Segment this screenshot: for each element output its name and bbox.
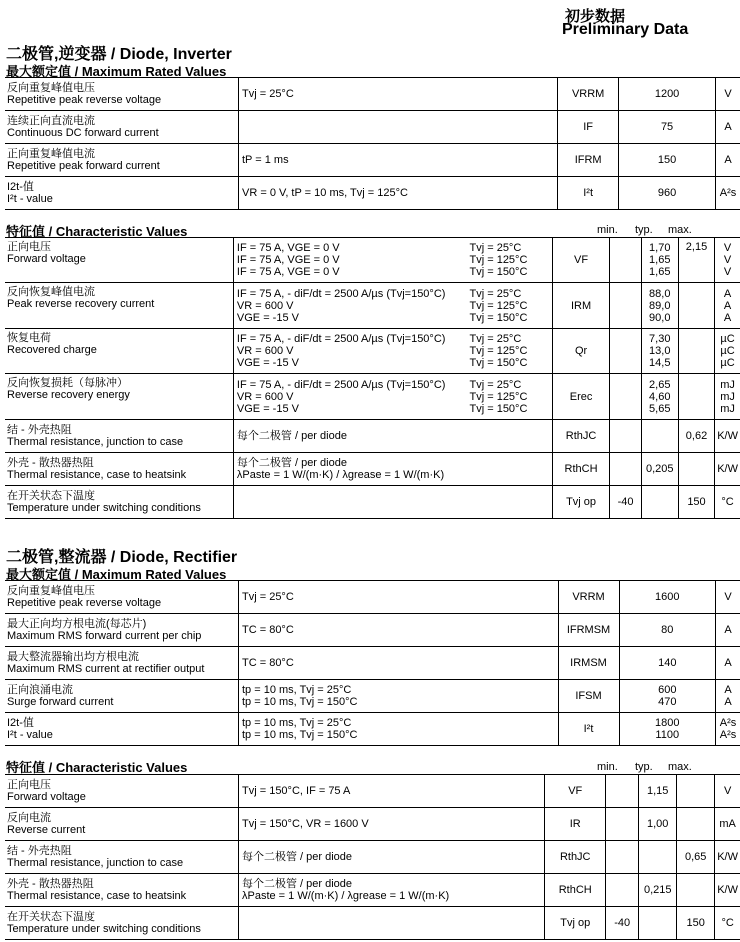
unit: mA <box>715 808 740 841</box>
param-cn: 在开关状态下温度 <box>7 490 95 502</box>
min-value <box>610 374 641 420</box>
col-max-label: max. <box>668 224 692 236</box>
condition: tP = 1 ms <box>239 144 558 177</box>
table-row <box>5 283 740 329</box>
typ-value: 13,0 <box>649 345 671 357</box>
typ-value: 90,0 <box>649 311 671 324</box>
table-row <box>5 329 740 374</box>
param-en: Forward voltage <box>7 791 86 803</box>
rectifier-max-title: 最大额定值 / Maximum Rated Values <box>6 567 227 582</box>
unit: A²s <box>716 177 740 210</box>
param-en: Thermal resistance, case to heatsink <box>7 469 187 481</box>
param-cn: 连续正向直流电流 <box>7 115 95 127</box>
param-cn: 外壳 - 散热器热阻 <box>7 878 94 890</box>
typ-value <box>639 841 677 874</box>
condition: λPaste = 1 W/(m·K) / λgrease = 1 W/(m·K) <box>242 890 450 902</box>
min-value <box>610 453 641 486</box>
typ-value: 1,15 <box>639 775 677 808</box>
condition: VGE = -15 V <box>236 311 299 324</box>
param-en: Thermal resistance, junction to case <box>7 436 184 448</box>
typ-value: 4,60 <box>649 390 671 403</box>
min-value <box>606 841 639 874</box>
param-cn: 反向恢复峰值电流 <box>7 286 95 298</box>
typ-value: 5,65 <box>649 402 671 415</box>
condition: Tvj = 25°C <box>239 78 558 111</box>
table-row <box>5 177 740 210</box>
table-row <box>5 486 740 519</box>
condition: 每个二极管 / per diode <box>242 878 353 890</box>
typ-value: 7,30 <box>649 333 671 345</box>
preliminary-data-cn: 初步数据 <box>565 8 626 25</box>
unit: µC <box>720 357 735 369</box>
condition: VR = 0 V, tP = 10 ms, Tvj = 125°C <box>239 177 558 210</box>
param-en: Thermal resistance, case to heatsink <box>7 890 187 902</box>
unit: A <box>716 144 740 177</box>
param-cn: 最大正向均方根电流(每芯片) <box>7 618 147 630</box>
unit: A <box>723 287 732 300</box>
param-en: Thermal resistance, junction to case <box>7 857 184 869</box>
value: 75 <box>619 111 716 144</box>
condition: Tvj = 150°C, IF = 75 A <box>242 785 351 797</box>
table-row <box>5 374 740 420</box>
param-cn: 反向重复峰值电压 <box>7 82 95 94</box>
inverter-max-title: 最大额定值 / Maximum Rated Values <box>6 64 227 79</box>
condition: Tvj = 25°C <box>242 591 294 603</box>
unit: V <box>716 78 740 111</box>
unit: mJ <box>720 390 735 403</box>
min-value <box>610 238 641 283</box>
preliminary-data-en: Preliminary Data <box>562 21 689 38</box>
inverter-char-title: 特征值 / Characteristic Values <box>6 224 188 239</box>
temp-condition: Tvj = 150°C <box>469 402 528 415</box>
max-value <box>677 808 715 841</box>
unit: V <box>723 266 732 278</box>
value: 1200 <box>619 78 716 111</box>
min-value <box>610 329 641 374</box>
param-cn: I2t-值 <box>7 181 34 193</box>
typ-value: 1,00 <box>639 808 677 841</box>
typ-value: 14,5 <box>649 357 671 369</box>
unit: K/W <box>715 874 740 907</box>
rectifier-char-table <box>5 774 740 940</box>
condition: λPaste = 1 W/(m·K) / λgrease = 1 W/(m·K) <box>236 469 445 481</box>
symbol: IFRMSM <box>558 614 619 647</box>
condition: IF = 75 A, VGE = 0 V <box>236 254 340 266</box>
symbol: I²t <box>558 713 619 746</box>
table-row <box>5 238 740 283</box>
condition: VGE = -15 V <box>236 357 299 369</box>
temp-condition: Tvj = 25°C <box>469 242 522 254</box>
symbol: RthCH <box>545 874 606 907</box>
max-value: 2,15 <box>678 238 714 283</box>
symbol: Erec <box>552 374 610 420</box>
symbol: RthCH <box>552 453 610 486</box>
min-value <box>610 283 641 329</box>
condition: VGE = -15 V <box>236 402 299 415</box>
typ-value <box>641 486 678 519</box>
col-min-label: min. <box>597 224 618 236</box>
symbol: VRRM <box>558 581 619 614</box>
unit: µC <box>720 345 735 357</box>
unit: V <box>723 242 732 254</box>
min-value: -40 <box>610 486 641 519</box>
typ-value: 2,65 <box>649 378 671 391</box>
col-typ-label: typ. <box>635 761 653 773</box>
unit: A <box>723 311 732 324</box>
temp-condition: Tvj = 150°C <box>469 266 528 278</box>
param-en: Repetitive peak forward current <box>7 160 160 172</box>
rectifier-max-table <box>5 580 740 746</box>
min-value <box>610 420 641 453</box>
unit: A <box>724 684 732 696</box>
param-cn: 恢复电荷 <box>7 332 51 344</box>
max-value <box>678 374 714 420</box>
table-row <box>5 144 740 177</box>
max-value <box>678 453 714 486</box>
param-cn: 反向恢复损耗（每脉冲） <box>7 377 128 389</box>
typ-value <box>641 420 678 453</box>
unit: °C <box>715 486 740 519</box>
rectifier-char-title: 特征值 / Characteristic Values <box>6 760 188 775</box>
unit: A <box>724 657 732 669</box>
table-row <box>5 581 740 614</box>
unit: V <box>715 775 740 808</box>
param-en: Maximum RMS forward current per chip <box>7 630 202 642</box>
table-row <box>5 841 740 874</box>
value: 1600 <box>655 591 680 603</box>
unit: K/W <box>715 420 740 453</box>
condition: IF = 75 A, - diF/dt = 2500 A/µs (Tvj=150°C) <box>236 378 446 391</box>
value: 960 <box>619 177 716 210</box>
typ-value: 0,205 <box>641 453 678 486</box>
condition: tp = 10 ms, Tvj = 25°C <box>242 717 352 729</box>
param-en: Temperature under switching conditions <box>7 502 201 514</box>
unit: mJ <box>720 378 735 391</box>
inverter-max-table <box>5 77 740 210</box>
table-row <box>5 713 740 746</box>
param-en: I²t - value <box>7 729 53 741</box>
param-en: Repetitive peak reverse voltage <box>7 94 162 106</box>
param-cn: 正向重复峰值电流 <box>7 148 95 160</box>
table-row <box>5 420 740 453</box>
condition: IF = 75 A, - diF/dt = 2500 A/µs (Tvj=150°C) <box>236 333 446 345</box>
symbol: IR <box>545 808 606 841</box>
param-cn: 反向重复峰值电压 <box>7 585 95 597</box>
symbol: VF <box>545 775 606 808</box>
symbol: IFRM <box>558 144 619 177</box>
max-value: 150 <box>677 907 715 940</box>
temp-condition: Tvj = 25°C <box>469 378 522 391</box>
condition: tp = 10 ms, Tvj = 25°C <box>242 684 352 696</box>
temp-condition: Tvj = 125°C <box>469 299 528 312</box>
value: 1800 <box>655 717 680 729</box>
value: 140 <box>658 657 677 669</box>
min-value <box>606 874 639 907</box>
table-row <box>5 111 740 144</box>
param-en: Maximum RMS current at rectifier output <box>7 663 205 675</box>
typ-value: 89,0 <box>649 299 671 312</box>
temp-condition: Tvj = 125°C <box>469 345 528 357</box>
inverter-section-title: 二极管,逆变器 / Diode, Inverter <box>6 46 232 63</box>
temp-condition: Tvj = 125°C <box>469 390 528 403</box>
col-max-label: max. <box>668 761 692 773</box>
max-value: 0,65 <box>677 841 715 874</box>
condition: tp = 10 ms, Tvj = 150°C <box>242 729 358 741</box>
unit: A <box>724 624 732 636</box>
typ-value: 1,65 <box>649 254 671 266</box>
table-row <box>5 775 740 808</box>
temp-condition: Tvj = 150°C <box>469 357 528 369</box>
param-cn: 外壳 - 散热器热阻 <box>7 457 94 469</box>
condition: TC = 80°C <box>242 657 294 669</box>
symbol: Tvj op <box>545 907 606 940</box>
condition: IF = 75 A, VGE = 0 V <box>236 242 340 254</box>
max-value: 0,62 <box>678 420 714 453</box>
symbol: Tvj op <box>552 486 610 519</box>
unit: A <box>716 111 740 144</box>
value: 470 <box>658 696 677 708</box>
unit: K/W <box>715 453 740 486</box>
col-min-label: min. <box>597 761 618 773</box>
typ-value <box>639 907 677 940</box>
min-value: -40 <box>606 907 639 940</box>
table-row <box>5 78 740 111</box>
param-cn: I2t-值 <box>7 717 34 729</box>
unit: mJ <box>720 402 735 415</box>
param-en: Recovered charge <box>7 344 97 356</box>
symbol: IRM <box>552 283 610 329</box>
value: 150 <box>619 144 716 177</box>
param-en: Forward voltage <box>7 253 86 265</box>
param-en: Temperature under switching conditions <box>7 923 201 935</box>
symbol: VRRM <box>558 78 619 111</box>
unit: A²s <box>719 729 737 741</box>
temp-condition: Tvj = 150°C <box>469 311 528 324</box>
min-value <box>606 775 639 808</box>
temp-condition: Tvj = 25°C <box>469 333 522 345</box>
param-en: Reverse current <box>7 824 86 836</box>
condition: VR = 600 V <box>236 390 294 403</box>
param-en: Surge forward current <box>7 696 114 708</box>
value: 1100 <box>655 729 680 741</box>
symbol: Qr <box>552 329 610 374</box>
min-value <box>606 808 639 841</box>
table-row <box>5 680 740 713</box>
param-en: Continuous DC forward current <box>7 127 159 139</box>
param-en: I²t - value <box>7 193 53 205</box>
unit: A <box>723 299 732 312</box>
unit: A²s <box>719 717 737 729</box>
condition: tp = 10 ms, Tvj = 150°C <box>242 696 358 708</box>
max-value <box>678 283 714 329</box>
value: 80 <box>661 624 674 636</box>
condition <box>239 111 558 144</box>
param-cn: 反向电流 <box>7 812 51 824</box>
table-row <box>5 808 740 841</box>
param-en: Repetitive peak reverse voltage <box>7 597 162 609</box>
table-row <box>5 453 740 486</box>
symbol: RthJC <box>545 841 606 874</box>
condition: 每个二极管 / per diode <box>242 851 353 863</box>
rectifier-section-title: 二极管,整流器 / Diode, Rectifier <box>6 549 238 566</box>
unit: µC <box>720 333 735 345</box>
condition: VR = 600 V <box>236 299 294 312</box>
inverter-char-table <box>5 237 740 519</box>
table-row <box>5 874 740 907</box>
param-cn: 结 - 外壳热阻 <box>7 424 72 436</box>
condition: 每个二极管 / per diode <box>236 430 347 442</box>
col-typ-label: typ. <box>635 224 653 236</box>
temp-condition: Tvj = 125°C <box>469 254 528 266</box>
symbol: I²t <box>558 177 619 210</box>
unit: A <box>724 696 732 708</box>
param-en: Reverse recovery energy <box>7 389 130 401</box>
symbol: IF <box>558 111 619 144</box>
max-value: 150 <box>678 486 714 519</box>
max-value <box>677 775 715 808</box>
symbol: VF <box>552 238 610 283</box>
value: 600 <box>658 684 677 696</box>
unit: V <box>723 254 732 266</box>
param-cn: 正向浪涌电流 <box>7 684 73 696</box>
table-row <box>5 907 740 940</box>
typ-value: 1,65 <box>649 266 671 278</box>
param-cn: 正向电压 <box>7 241 51 253</box>
param-cn: 在开关状态下温度 <box>7 911 95 923</box>
max-value <box>678 329 714 374</box>
param-cn: 结 - 外壳热阻 <box>7 845 72 857</box>
typ-value: 1,70 <box>649 242 671 254</box>
unit: V <box>724 591 732 603</box>
param-en: Peak reverse recovery current <box>7 298 155 310</box>
condition: 每个二极管 / per diode <box>236 457 347 469</box>
typ-value: 88,0 <box>649 287 671 300</box>
typ-value: 0,215 <box>639 874 677 907</box>
max-value <box>677 874 715 907</box>
condition: IF = 75 A, VGE = 0 V <box>236 266 340 278</box>
param-cn: 正向电压 <box>7 779 51 791</box>
condition: TC = 80°C <box>242 624 294 636</box>
symbol: RthJC <box>552 420 610 453</box>
condition: IF = 75 A, - diF/dt = 2500 A/µs (Tvj=150°C) <box>236 287 446 300</box>
condition: Tvj = 150°C, VR = 1600 V <box>242 818 369 830</box>
symbol: IRMSM <box>558 647 619 680</box>
unit: °C <box>715 907 740 940</box>
table-row <box>5 614 740 647</box>
unit: K/W <box>715 841 740 874</box>
symbol: IFSM <box>558 680 619 713</box>
param-cn: 最大整流器输出均方根电流 <box>7 651 139 663</box>
condition: VR = 600 V <box>236 345 294 357</box>
table-row <box>5 647 740 680</box>
temp-condition: Tvj = 25°C <box>469 287 522 300</box>
